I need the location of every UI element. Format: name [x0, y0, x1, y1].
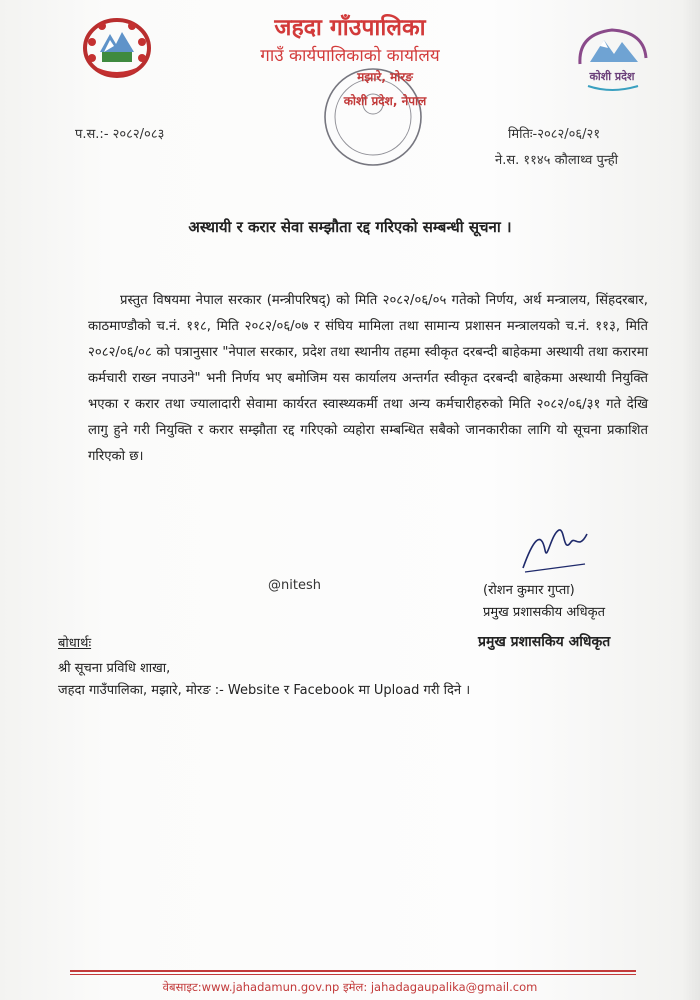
signatory-name: (रोशन कुमार गुप्ता) [483, 583, 575, 598]
signatory-stamp: प्रमुख प्रशासकिय अधिकृत [478, 634, 611, 650]
cc-line-1: श्री सूचना प्रविधि शाखा, [58, 661, 171, 676]
notice-body [88, 288, 648, 470]
nepal-sambat-date: ने.स. ११४५ कौलाथ्व पुन्ही [495, 153, 619, 168]
footer-contact: वेबसाइट:www.jahadamun.gov.np इमेल: jahadagaupalika@gmail.com [162, 980, 538, 994]
office-name: जहदा गाँउपालिका [274, 15, 426, 41]
cc-heading: बोधार्थः [58, 636, 92, 651]
footer-divider-thin [70, 974, 636, 975]
office-subtitle: गाउँ कार्यपालिकाको कार्यालय [260, 46, 440, 66]
watermark-handle: @nitesh [268, 578, 321, 593]
reference-number: प.स.:- २०८२/०८३ [75, 127, 165, 142]
letter-date: मितिः-२०८२/०६/२१ [508, 127, 601, 142]
page-edge-shadow [682, 0, 700, 1000]
footer-divider [70, 970, 636, 972]
seal-line-2: कोशी प्रदेश, नेपाल [343, 94, 427, 108]
signatory-title: प्रमुख प्रशासकीय अधिकृत [483, 605, 606, 620]
cc-line-2: जहदा गाउँपालिका, मझारे, मोरङ :- Website र Facebook मा Upload गरी दिने । [58, 683, 471, 698]
handwritten-signature [515, 520, 595, 580]
seal-line-1: मझारे, मोरङ [357, 70, 413, 84]
notice-paragraph: प्रस्तुत विषयमा नेपाल सरकार (मन्त्रीपरिषद्) को मिति २०८२/०६/०५ गतेको निर्णय, अर्थ मन्त्रालय, सिंहदरबार, काठमाण्डौको च.नं. ११८, मिति २०८२/०६/०७ र संघिय मामिला तथा सामान्य प्रशासन मन्त्रालयको च.नं. ११३, मिति २०८२/०६/०८ को पत्रानुसार "नेपाल सरकार, प्रदेश तथा स्थानीय तहमा स्वीकृत दरबन्दी बाहेकमा अस्थायी तथा करारमा कर्मचारी राख्न नपाउने" भनी निर्णय भए बमोजिम यस कार्यालय अन्तर्गत स्वीकृत दरबन्दी बाहेकमा अस्थायी नियुक्ति भएका र करार तथा ज्यालादारी सेवामा कार्यरत स्वास्थ्यकर्मी तथा अन्य कर्मचारीहरुको मिति २०८२/०६/३१ गते देखि लागु हुने गरी नियुक्ति र करार सम्झौता रद्द गरिएको व्यहोरा सम्बन्धित सबैको जानकारीका लागि यो सूचना प्रकाशित गरिएको छ। [88, 293, 648, 464]
koshi-logo-text: कोशी प्रदेश [589, 70, 635, 83]
notice-subject: अस्थायी र करार सेवा सम्झौता रद्द गरिएको सम्बन्धी सूचना । [188, 218, 512, 236]
